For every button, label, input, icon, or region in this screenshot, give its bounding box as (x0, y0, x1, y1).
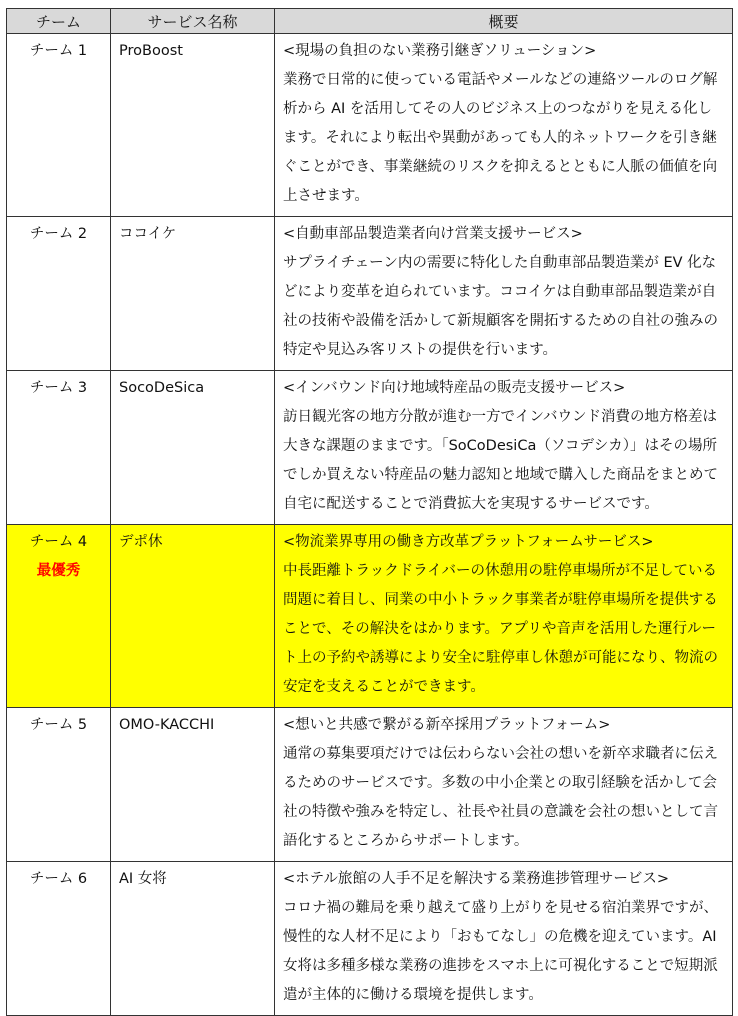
overview-cell (275, 862, 733, 1016)
team-label: チーム 6 (29, 871, 88, 887)
overview-body: 通常の募集要項だけでは伝わらない会社の想いを新卒求職者に伝えるためのサービスです。多数の中小企業との取引経験を活かして会社の特徴や強みを特定し、社長や社員の意識を会社の想いとして言語化するところからサポートします。 (283, 746, 718, 849)
table-row (7, 708, 733, 862)
overview-title: <物流業界専用の働き方改革プラットフォームサービス> (283, 534, 654, 550)
team-cell (7, 708, 111, 862)
service-name: AI 女将 (111, 862, 275, 1016)
team-cell (7, 862, 111, 1016)
table-row-highlighted (7, 525, 733, 708)
header-overview: 概要 (275, 9, 733, 34)
overview-cell (275, 708, 733, 862)
service-name: ProBoost (111, 34, 275, 217)
overview-cell (275, 217, 733, 371)
overview-cell (275, 34, 733, 217)
service-name: OMO-KACCHI (111, 708, 275, 862)
table-row (7, 34, 733, 217)
table-row (7, 862, 733, 1016)
table-row (7, 217, 733, 371)
header-row (7, 9, 733, 34)
overview-cell (275, 525, 733, 708)
overview-title: <自動車部品製造業者向け営業支援サービス> (283, 226, 583, 242)
header-service: サービス名称 (111, 9, 275, 34)
overview-title: <ホテル旅館の人手不足を解決する業務進捗管理サービス> (283, 871, 670, 887)
overview-body: 訪日観光客の地方分散が進む一方でインバウンド消費の地方格差は大きな課題のままです。「SoCoDesiCa（ソコデシカ）」はその場所でしか買えない特産品の魅力認知と地域で購入した商品をまとめて自宅に配送することで消費拡大を実現するサービスです。 (283, 409, 718, 512)
header-team: チーム (7, 9, 111, 34)
service-name: ココイケ (111, 217, 275, 371)
team-cell (7, 525, 111, 708)
overview-body: 中長距離トラックドライバーの休憩用の駐停車場所が不足している問題に着目し、同業の中小トラック事業者が駐停車場所を提供することで、その解決をはかります。アプリや音声を活用した運行ルート上の予約や誘導により安全に駐停車し休憩が可能になり、物流の安定を支えることができます。 (283, 563, 718, 695)
team-label: チーム 3 (29, 380, 88, 396)
team-cell (7, 217, 111, 371)
team-label: チーム 4 (29, 534, 88, 550)
overview-title: <インバウンド向け地域特産品の販売支援サービス> (283, 380, 626, 396)
service-name: デポ休 (111, 525, 275, 708)
team-cell (7, 371, 111, 525)
overview-cell (275, 371, 733, 525)
overview-title: <想いと共感で繋がる新卒採用プラットフォーム> (283, 717, 611, 733)
team-cell (7, 34, 111, 217)
overview-title: <現場の負担のない業務引継ぎソリューション> (283, 43, 597, 59)
team-label: チーム 1 (29, 43, 88, 59)
overview-body: コロナ禍の難局を乗り越えて盛り上がりを見せる宿泊業界ですが、慢性的な人材不足により「おもてなし」の危機を迎えています。AI 女将は多種多様な業務の進捗をスマホ上に可視化することで短期派遣が主体的に働ける環境を提供します。 (283, 900, 718, 1003)
team-label: チーム 2 (29, 226, 88, 242)
table-row (7, 371, 733, 525)
team-label: チーム 5 (29, 717, 88, 733)
overview-body: サプライチェーン内の需要に特化した自動車部品製造業が EV 化などにより変革を迫られています。ココイケは自動車部品製造業が自社の技術や設備を活かして新規顧客を開拓するための自社の強みの特定や見込み客リストの提供を行います。 (283, 255, 718, 358)
teams-table (6, 8, 733, 1016)
overview-body: 業務で日常的に使っている電話やメールなどの連絡ツールのログ解析から AI を活用してその人のビジネス上のつながりを見える化します。それにより転出や異動があっても人的ネットワークを引き継ぐことができ、事業継続のリスクを抑えるとともに人脈の価値を向上させます。 (283, 72, 718, 204)
award-badge: 最優秀 (36, 563, 81, 579)
service-name: SocoDeSica (111, 371, 275, 525)
